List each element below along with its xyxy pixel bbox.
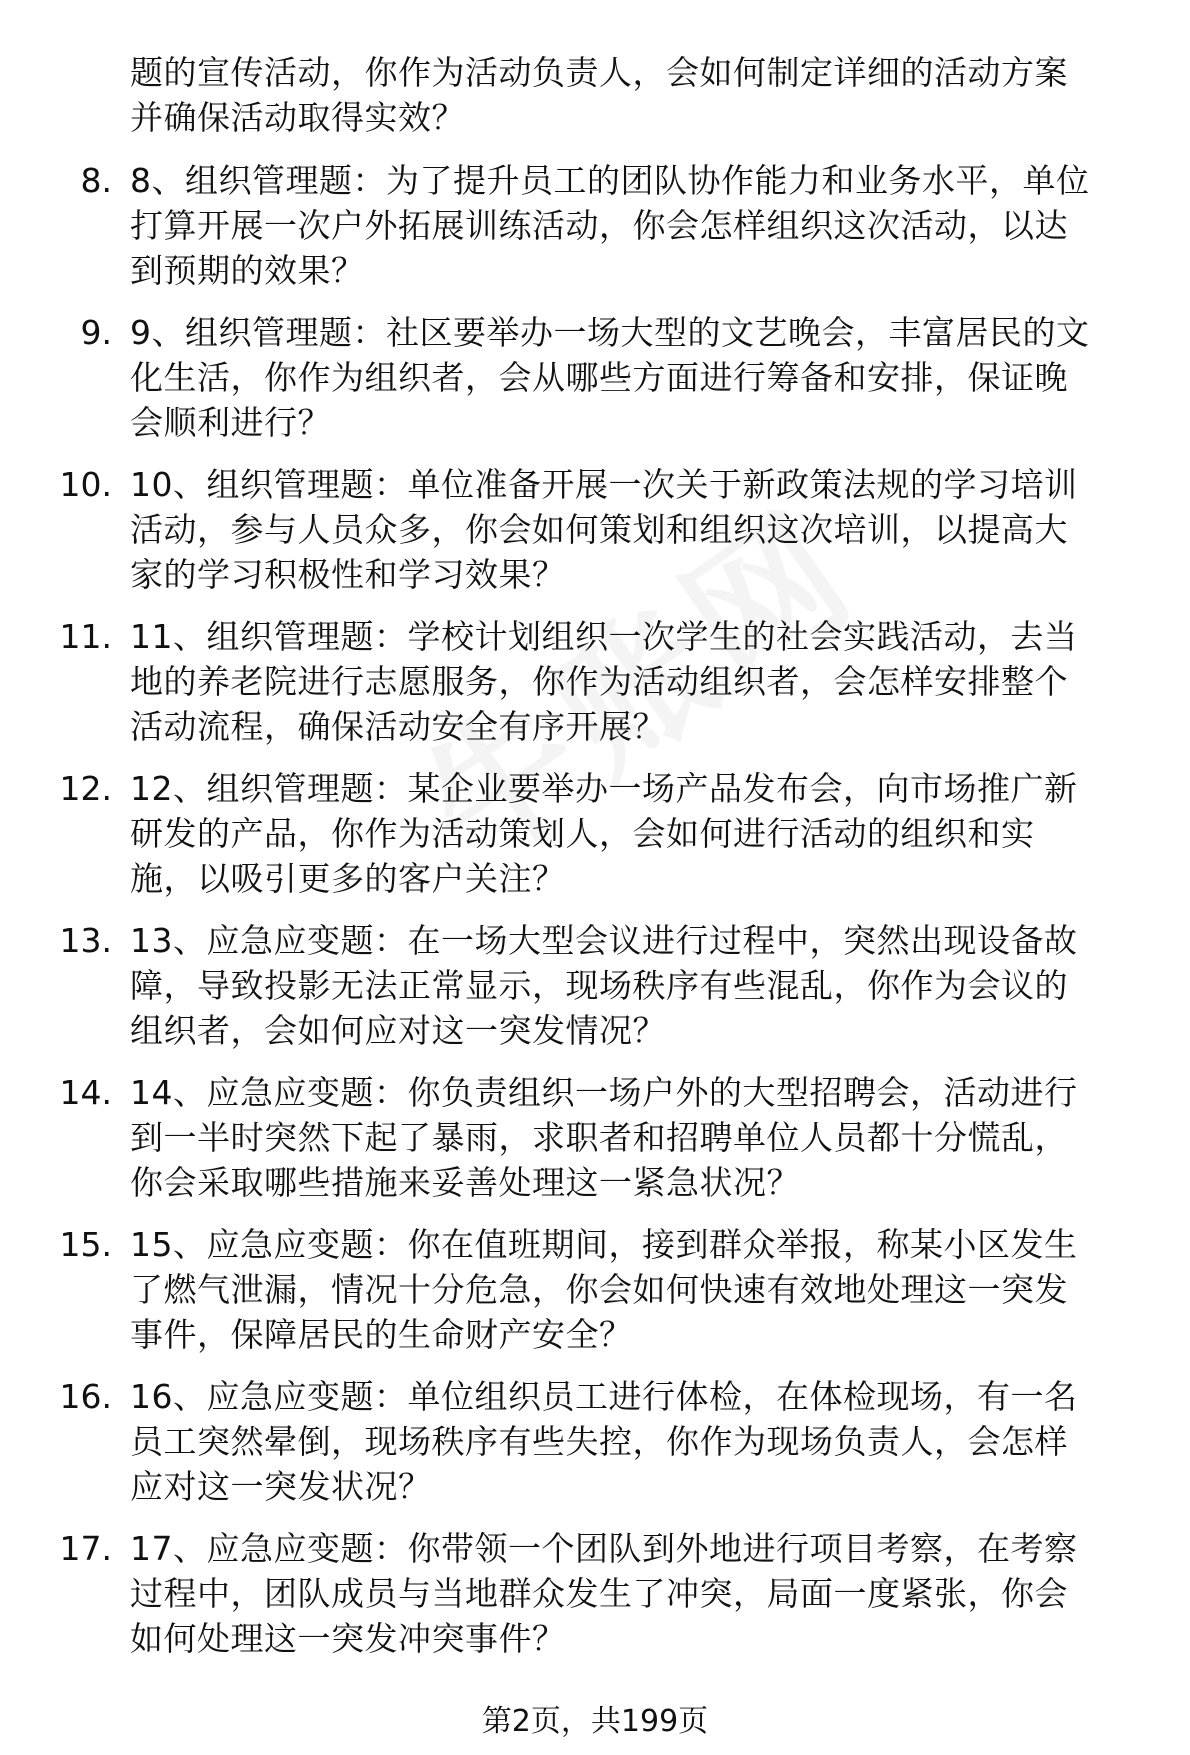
list-item-line: 到一半时突然下起了暴雨，求职者和招聘单位人员都十分慌乱， [130, 1118, 1068, 1157]
list-item-line: 了燃气泄漏，情况十分危急，你会如何快速有效地处理这一突发 [130, 1270, 1068, 1309]
list-item-number: 17. [59, 1529, 112, 1568]
list-item-line: 组织者，会如何应对这一突发情况？ [130, 1011, 666, 1050]
intro-line: 并确保活动取得实效？ [130, 98, 465, 137]
list-item-line: 应对这一突发状况？ [130, 1467, 432, 1506]
list-item-line: 障，导致投影无法正常显示，现场秩序有些混乱，你作为会议的 [130, 966, 1068, 1005]
list-item-line: 地的养老院进行志愿服务，你作为活动组织者，会怎样安排整个 [130, 662, 1068, 701]
list-item-line: 13、应急应变题：在一场大型会议进行过程中，突然出现设备故 [130, 921, 1078, 960]
list-item-number: 16. [59, 1377, 112, 1416]
list-item-number: 15. [59, 1225, 112, 1264]
list-item-number: 13. [59, 921, 112, 960]
page-number: 第2页，共199页 [481, 1704, 709, 1739]
list-item-number: 11. [59, 617, 112, 656]
list-item-line: 16、应急应变题：单位组织员工进行体检，在体检现场，有一名 [130, 1377, 1078, 1416]
list-item-line: 打算开展一次户外拓展训练活动，你会怎样组织这次活动，以达 [130, 206, 1068, 245]
list-item-line: 化生活，你作为组织者，会从哪些方面进行筹备和安排，保证晚 [130, 358, 1068, 397]
list-item-line: 10、组织管理题：单位准备开展一次关于新政策法规的学习培训 [130, 465, 1078, 504]
list-item-line: 11、组织管理题：学校计划组织一次学生的社会实践活动，去当 [130, 617, 1078, 656]
list-item-line: 你会采取哪些措施来妥善处理这一紧急状况？ [130, 1163, 800, 1202]
list-item-line: 过程中，团队成员与当地群众发生了冲突，局面一度紧张，你会 [130, 1574, 1068, 1613]
list-item-line: 家的学习积极性和学习效果？ [130, 555, 566, 594]
list-item-number: 8. [80, 161, 112, 200]
list-item-line: 会顺利进行？ [130, 403, 331, 442]
list-item-line: 研发的产品，你作为活动策划人，会如何进行活动的组织和实 [130, 814, 1035, 853]
intro-line: 题的宣传活动，你作为活动负责人，会如何制定详细的活动方案 [130, 53, 1068, 92]
list-item-number: 10. [59, 465, 112, 504]
list-item-number: 9. [80, 313, 112, 352]
list-item-line: 9、组织管理题：社区要举办一场大型的文艺晚会，丰富居民的文 [130, 313, 1090, 352]
list-item-line: 14、应急应变题：你负责组织一场户外的大型招聘会，活动进行 [130, 1073, 1078, 1112]
list-item-number: 14. [59, 1073, 112, 1112]
list-item-number: 12. [59, 769, 112, 808]
list-item-line: 到预期的效果？ [130, 251, 365, 290]
list-item-line: 员工突然晕倒，现场秩序有些失控，你作为现场负责人，会怎样 [130, 1422, 1068, 1461]
list-item-line: 8、组织管理题：为了提升员工的团队协作能力和业务水平，单位 [130, 161, 1090, 200]
list-item-line: 事件，保障居民的生命财产安全？ [130, 1315, 633, 1354]
list-item-line: 施，以吸引更多的客户关注？ [130, 859, 566, 898]
list-item-line: 如何处理这一突发冲突事件？ [130, 1619, 566, 1658]
list-item-line: 15、应急应变题：你在值班期间，接到群众举报，称某小区发生 [130, 1225, 1078, 1264]
list-item-line: 12、组织管理题：某企业要举办一场产品发布会，向市场推广新 [130, 769, 1078, 808]
list-item-line: 活动流程，确保活动安全有序开展？ [130, 707, 666, 746]
list-item-line: 17、应急应变题：你带领一个团队到外地进行项目考察，在考察 [130, 1529, 1078, 1568]
list-item-line: 活动，参与人员众多，你会如何策划和组织这次培训，以提高大 [130, 510, 1068, 549]
